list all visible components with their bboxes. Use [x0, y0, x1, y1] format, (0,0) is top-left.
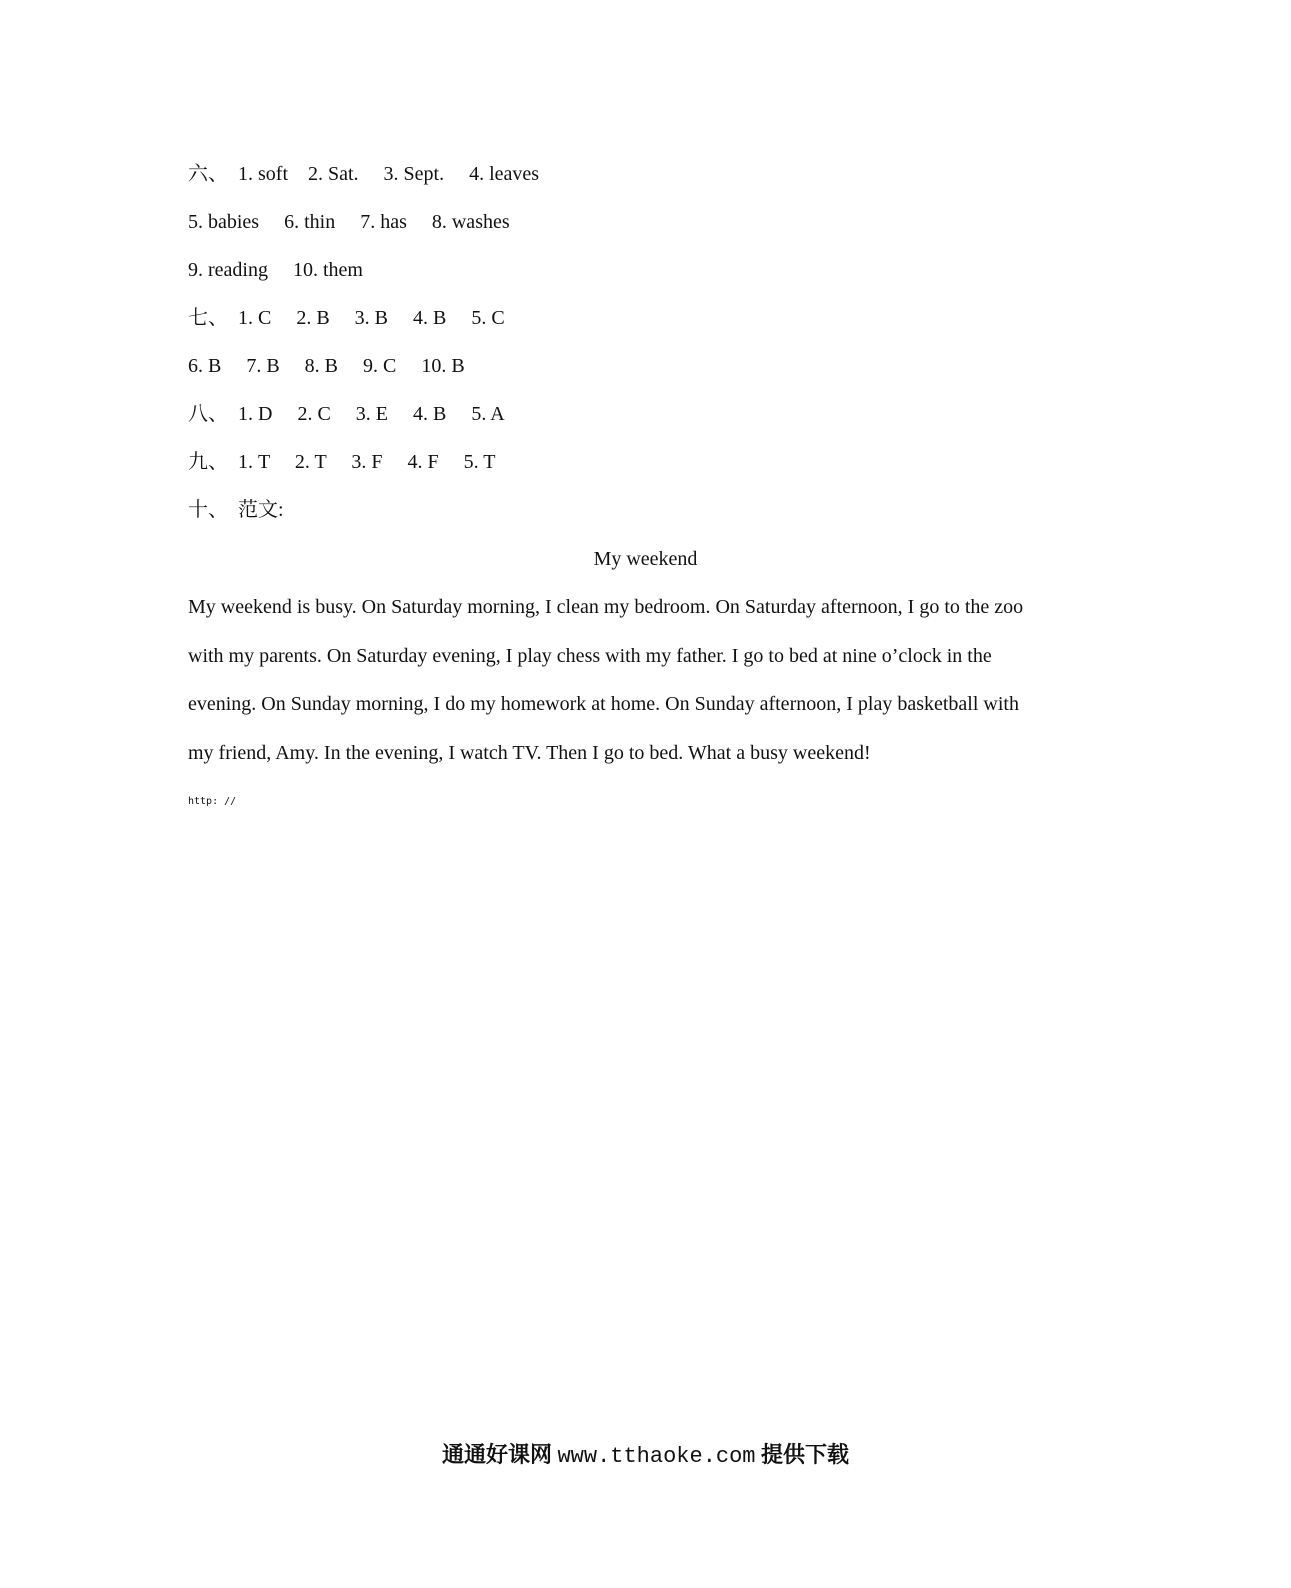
answer-section-6-line-1: 六、 1. soft 2. Sat. 3. Sept. 4. leaves: [188, 163, 540, 185]
essay-line: evening. On Sunday morning, I do my homework at home. On Sunday afternoon, I play basketball with: [188, 693, 1019, 715]
essay-line: with my parents. On Saturday evening, I play chess with my father. I go to bed at nine o’clock in the: [188, 644, 992, 667]
essay-line: My weekend is busy. On Saturday morning, I clean my bedroom. On Saturday afternoon, I go to the zoo: [188, 596, 1024, 618]
essay-paragraph: [188, 583, 1108, 777]
footer-domain-link[interactable]: www.tthaoke.com: [557, 1444, 756, 1469]
answer-section-10-label: 十、 范文:: [188, 499, 284, 521]
footer-suffix: 提供下载: [761, 1443, 850, 1468]
essay-title: My weekend: [593, 548, 698, 570]
answer-section-7-line-2: 6. B 7. B 8. B 9. C 10. B: [188, 355, 465, 377]
answer-section-9-line-1: 九、 1. T 2. T 3. F 4. F 5. T: [188, 451, 496, 473]
footer-site-name: 通通好课网: [441, 1443, 552, 1468]
url-text: http: //: [188, 796, 237, 807]
answer-section-7-line-1: 七、 1. C 2. B 3. B 4. B 5. C: [188, 307, 505, 329]
essay-line: my friend, Amy. In the evening, I watch TV. Then I go to bed. What a busy weekend!: [188, 741, 871, 764]
footer-banner: [0, 1438, 1291, 1469]
answer-section-6-line-2: 5. babies 6. thin 7. has 8. washes: [188, 211, 510, 233]
answer-section-6-line-3: 9. reading 10. them: [188, 259, 363, 281]
answer-section-8-line-1: 八、 1. D 2. C 3. E 4. B 5. A: [188, 403, 505, 425]
